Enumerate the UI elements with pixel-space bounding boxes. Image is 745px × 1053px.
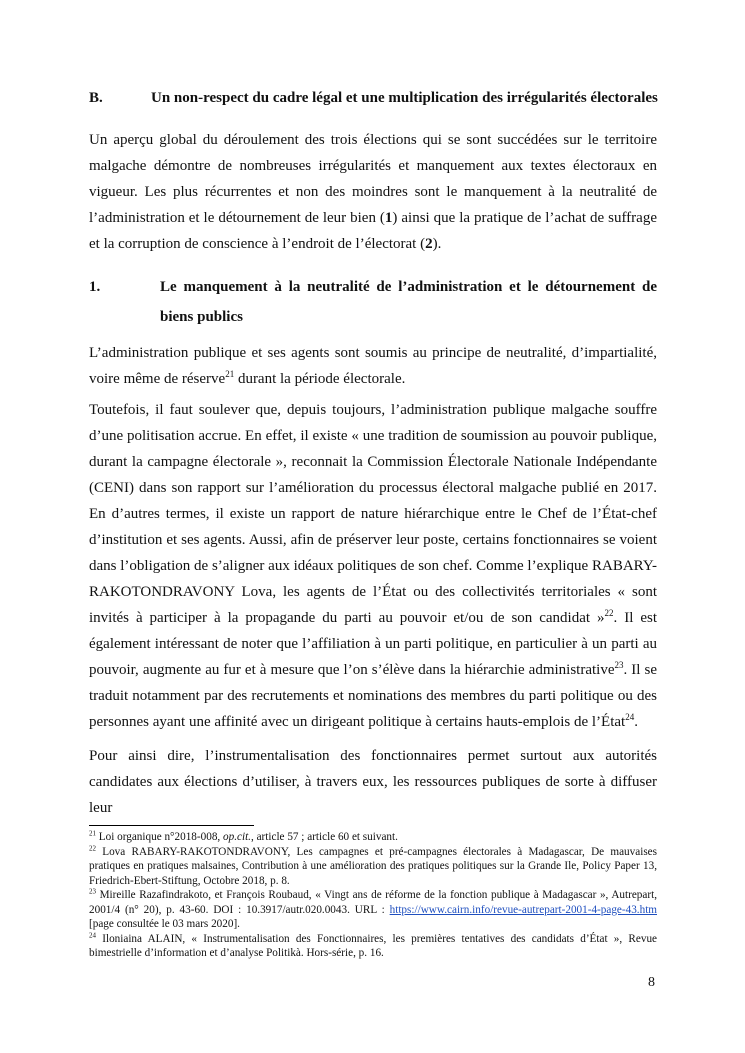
section-1-title: Le manquement à la neutralité de l’administration et le détournement de biens publics bbox=[160, 279, 657, 325]
section-b-title: Un non-respect du cadre légal et une multiplication des irrégularités électorales bbox=[151, 90, 658, 106]
footnote-21: $^{21}$ Loi organique n°2018-008, op.cit., article 57 ; article 60 et suivant. bbox=[89, 829, 398, 843]
footnote-22: $^{22}$ Lova RABARY-RAKOTONDRAVONY, Les campagnes et pré-campagnes électorales à Madagascar, De mauvaises pratiques en pratiques malsaines, Contribution à une amélioration des pratiques politiques sur la Grande Ile, Policy Paper 13, Friedrich-Ebert-Stiftung, Octobre 2018, p. 8. bbox=[89, 843, 657, 887]
footnote-23: $^{23}$ Mireille Razafindrakoto, et François Roubaud, « Vingt ans de réforme de la fonction publique à Madagascar », Autrepart, 2001/4 (n° 20), p. 43-60. DOI : 10.3917/autr.020.0043. URL : https://www.cairn.info/revue-autrepart-2001-4-page-43.htm [page consultée le 03 mars 2020]. bbox=[89, 887, 657, 930]
page-number: 8 bbox=[648, 975, 655, 990]
section-1-number: 1. bbox=[89, 279, 101, 295]
footnote-24: $^{24}$ Iloniaina ALAIN, « Instrumentalisation des Fonctionnaires, les premières tentatives des candidats d’État », Revue bimestrielle d’information et d’analyse Politikà. Hors-série, p. 16. bbox=[89, 930, 657, 959]
intro-paragraph: Un aperçu global du déroulement des trois élections qui se sont succédées sur le territoire malgache démontre de nombreuses irrégularités et manquement aux textes électoraux en vigueur. Les plus récurrentes et non des moindres sont le manquement à la neutralité de l’administration et le détournement de leur bien (1) ainsi que la pratique de l’achat de suffrage et la corruption de conscience à l’endroit de l’électorat (2). bbox=[89, 132, 657, 252]
footnote-ref-23[interactable]: 23 bbox=[614, 660, 624, 670]
paragraph-politicisation: Toutefois, il faut soulever que, depuis toujours, l’administration publique malgache souffre d’une politisation accrue. En effet, il existe « une tradition de soumission au pouvoir publique, durant la campagne électorale », reconnait la Commission Électorale Nationale Indépendante (CENI) dans son rapport sur l’amélioration du processus électoral malgache publié en 2017. En d’autres termes, il existe un rapport de nature hiérarchique entre le Chef de l’État-chef d’institution et ses agents. Aussi, afin de préserver leur poste, certains fonctionnaires se voient dans l’obligation de s’aligner aux idéaux politiques de son chef. Comme l’explique RABARY-RAKOTONDRAVONY Lova, les agents de l’État ou des collectivités territoriales « sont invités à participer à la propagande du parti au pouvoir et/ou de son candidat »$^{22}$. Il est également intéressant de noter que l’affiliation à un parti politique, en particulier à un parti au pouvoir, augmente au fur et à mesure que l’on s’élève dans la hiérarchie administrative$^{23}$. Il se traduit notamment par des recrutements et nominations des membres du parti politique ou des personnes ayant une affinité avec un dirigeant politique à certains hauts-emplois de l’État$^{24}$. bbox=[89, 402, 657, 730]
section-b-heading bbox=[89, 90, 658, 107]
footnote-ref-24[interactable]: 24 bbox=[625, 712, 635, 722]
footnotes bbox=[89, 830, 657, 961]
paragraph-neutrality: L’administration publique et ses agents sont soumis au principe de neutralité, d’impartialité, voire même de réserve$^{21}$ durant la période électorale. bbox=[89, 345, 657, 387]
section-1-heading bbox=[89, 272, 657, 332]
footnote-ref-22[interactable]: 22 bbox=[604, 608, 614, 618]
footnote-ref-21[interactable]: 21 bbox=[225, 369, 235, 379]
paragraph-instrumentalisation: Pour ainsi dire, l’instrumentalisation des fonctionnaires permet surtout aux autorités candidates aux élections d’utiliser, à travers eux, les ressources publiques de sorte à diffuser leur bbox=[89, 748, 657, 816]
footnote-separator bbox=[89, 825, 254, 826]
section-b-number: B. bbox=[89, 90, 103, 106]
cairn-link[interactable]: https://www.cairn.info/revue-autrepart-2001-4-page-43.htm bbox=[389, 903, 657, 916]
